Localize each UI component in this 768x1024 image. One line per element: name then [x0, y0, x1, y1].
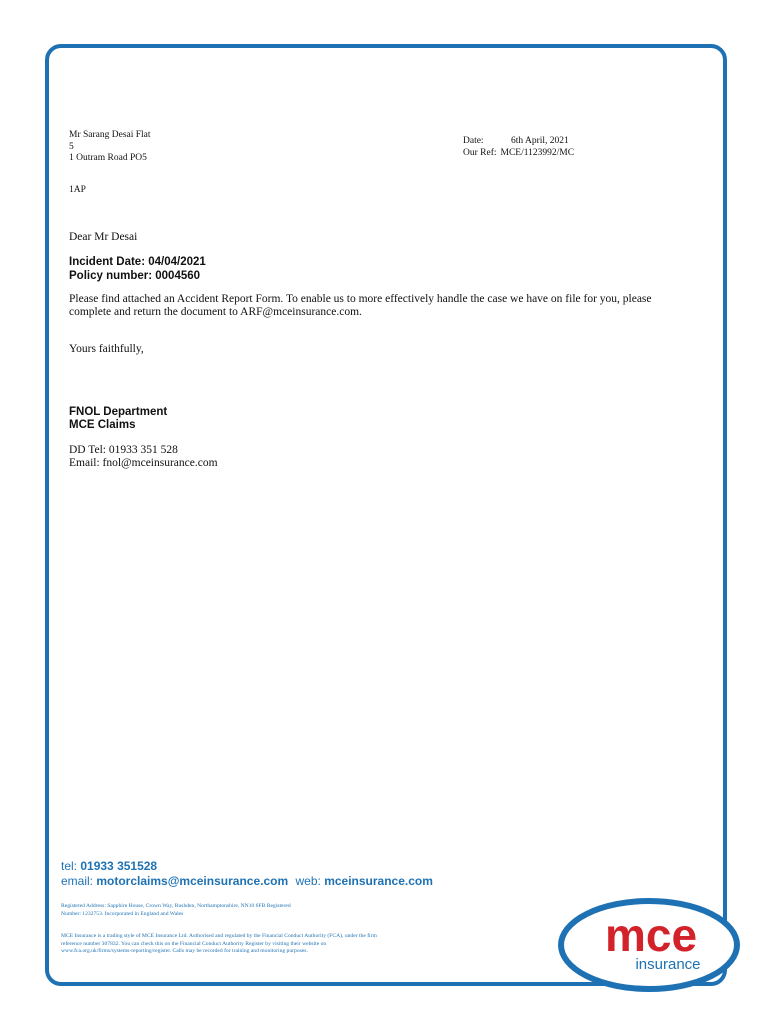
reference-value: MCE/1123992/MC: [500, 147, 575, 158]
body-line-1: Please find attached an Accident Report Form. To enable us to more effectively handle the case we have on file for you, please: [69, 293, 652, 305]
incident-date: Incident Date: 04/04/2021: [69, 256, 206, 268]
policy-number: Policy number: 0004560: [69, 270, 201, 282]
legal-line-1: Registered Address: Sapphire House, Crown Way, Rushden, Northamptonshire, NN10 6FB Registered: [61, 903, 291, 909]
footer-email-label: email:: [61, 874, 94, 888]
body-line-2: complete and return the document to ARF@mceinsurance.com.: [69, 306, 362, 318]
footer-web-link[interactable]: mceinsurance.com: [324, 874, 433, 888]
address-line-1: Mr Sarang Desai Flat: [69, 130, 151, 140]
contact-details: [69, 444, 218, 470]
footer-email-link[interactable]: motorclaims@mceinsurance.com: [96, 874, 289, 888]
incident-details: [69, 255, 206, 283]
closing: Yours faithfully,: [69, 343, 144, 355]
recipient-address: [69, 130, 151, 165]
regulatory-notice: [61, 933, 511, 956]
logo-sub-text: insurance: [635, 956, 701, 973]
registered-address: [61, 903, 391, 918]
date-label: Date:: [463, 136, 484, 146]
contact-email: Email: fnol@mceinsurance.com: [69, 457, 218, 469]
greeting: Dear Mr Desai: [69, 231, 138, 243]
letter-body: [69, 293, 709, 319]
legal-line-5: www.fca.org.uk/firms/systems-reporting/register. Calls may be recorded for training and monitoring purposes.: [61, 948, 308, 954]
direct-dial: DD Tel: 01933 351 528: [69, 444, 178, 456]
footer-email-row: [61, 874, 433, 889]
date-value: 6th April, 2021: [511, 136, 569, 146]
reference-row: [463, 148, 574, 160]
reference-label: Our Ref:: [463, 147, 497, 158]
footer-tel-value: 01933 351528: [80, 859, 158, 873]
page-border: [45, 44, 727, 986]
team-name: MCE Claims: [69, 419, 136, 431]
department-name: FNOL Department: [69, 406, 168, 418]
address-line-2: 5: [69, 141, 74, 152]
address-line-4: 1AP: [69, 185, 86, 195]
letter-meta: [463, 136, 574, 159]
footer-phone-row: [61, 859, 433, 874]
logo-brand-text: mce: [604, 909, 698, 961]
signature-block: [69, 406, 167, 432]
legal-line-4: reference number 307832. You can check this on the Financial Conduct Authority Register by visiting their website on: [61, 940, 327, 947]
footer-web-label: web:: [295, 874, 321, 888]
footer-tel-label: tel:: [61, 859, 78, 873]
mce-insurance-logo: [556, 897, 742, 993]
address-line-3: 1 Outram Road PO5: [69, 153, 147, 163]
date-row: [463, 136, 574, 148]
legal-line-2: Number: 1232753. Incorporated in England and Wales: [61, 910, 184, 917]
footer-contacts: [61, 859, 433, 889]
legal-line-3: MCE Insurance is a trading style of MCE Insurance Ltd. Authorised and regulated by the Financial Conduct Authority (FCA), under the firm: [61, 933, 377, 939]
